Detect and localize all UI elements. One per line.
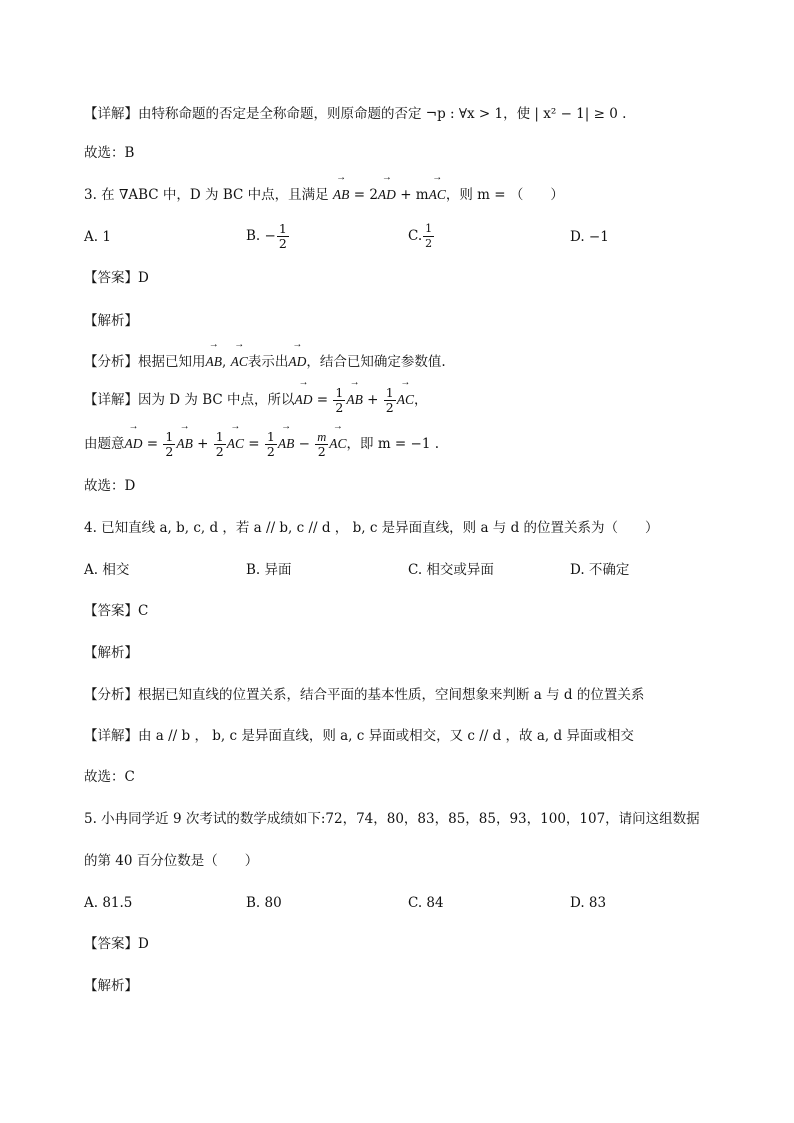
q3-vec-ac: → AC bbox=[429, 185, 446, 205]
q3-fenxi-pre: 【分析】根据已知用 bbox=[84, 354, 206, 370]
q4-option-b: B. 异面 bbox=[246, 562, 292, 578]
q3-vec-ab: → AB bbox=[333, 185, 350, 205]
vec-ab: → AB bbox=[278, 434, 295, 454]
q3-xiangjie2-post: ，即 m = −1 . bbox=[346, 436, 440, 452]
q2-choice-line: 故选：B bbox=[84, 145, 135, 161]
plus: + bbox=[362, 392, 383, 408]
q3-fenxi-vec-ad: → AD bbox=[288, 352, 306, 372]
frac-den: 2 bbox=[385, 400, 394, 415]
eq: = bbox=[243, 436, 264, 452]
q3-xiangjie-pre: 【详解】因为 D 为 BC 中点，所以 bbox=[84, 392, 295, 408]
frac-num: 1 bbox=[278, 221, 287, 236]
vec-ac: → AC bbox=[397, 390, 414, 410]
fraction-m-half bbox=[315, 430, 328, 459]
q5-option-a: A. 81.5 bbox=[84, 895, 133, 911]
fraction-half bbox=[333, 386, 345, 415]
q5-stem-line2: 的第 40 百分位数是（ ） bbox=[84, 853, 259, 869]
frac-num: 1 bbox=[385, 385, 394, 400]
frac-den: 2 bbox=[317, 444, 326, 459]
q3-choice-line: 故选：D bbox=[84, 478, 136, 494]
q3-option-d: D. −1 bbox=[570, 229, 609, 245]
frac-den: 2 bbox=[278, 236, 287, 251]
q5-stem-line1: 5. 小冉同学近 9 次考试的数学成绩如下:72，74，80，83，85，85，93，100，107，请问这组数据 bbox=[84, 811, 700, 827]
fraction-half bbox=[163, 430, 175, 459]
frac-den: 2 bbox=[266, 444, 275, 459]
q3-option-c-label: C. bbox=[408, 228, 423, 244]
minus: − bbox=[294, 436, 315, 452]
q4-option-a: A. 相交 bbox=[84, 562, 130, 578]
q5-option-c: C. 84 bbox=[408, 895, 444, 911]
q3-option-b-fraction bbox=[277, 222, 289, 251]
eq: = bbox=[312, 392, 333, 408]
fraction-half bbox=[214, 430, 226, 459]
q4-stem: 4. 已知直线 a, b, c, d ，若 a // b, c // d ， b, c 是异面直线，则 a 与 d 的位置关系为（ ） bbox=[84, 520, 659, 536]
q3-fenxi bbox=[84, 352, 446, 372]
comma-end: ， bbox=[413, 392, 428, 408]
q4-option-d: D. 不确定 bbox=[570, 562, 630, 578]
q4-choice-line: 故选：C bbox=[84, 769, 135, 785]
frac-den: 2 bbox=[165, 444, 174, 459]
fraction-half bbox=[265, 430, 277, 459]
q3-xiangjie-2 bbox=[84, 430, 439, 459]
q3-option-c bbox=[408, 222, 435, 251]
frac-num: 1 bbox=[425, 222, 433, 235]
frac-den: 2 bbox=[425, 237, 433, 250]
q5-answer: 【答案】D bbox=[84, 936, 149, 952]
q3-vec-ad: → AD bbox=[378, 185, 396, 205]
q3-xiangjie2-pre: 由题意 bbox=[84, 436, 125, 452]
q5-option-d: D. 83 bbox=[570, 895, 607, 911]
frac-num: 1 bbox=[215, 429, 224, 444]
q3-stem-prefix: 3. 在 ∇ABC 中，D 为 BC 中点，且满足 bbox=[84, 187, 333, 203]
q3-xiangjie-1 bbox=[84, 386, 427, 415]
q5-jiexi: 【解析】 bbox=[84, 978, 138, 994]
vec-ac: → AC bbox=[227, 434, 244, 454]
q4-jiexi: 【解析】 bbox=[84, 645, 138, 661]
q3-option-c-fraction bbox=[423, 222, 434, 251]
q3-option-a: A. 1 bbox=[84, 229, 111, 245]
q3-answer: 【答案】D bbox=[84, 270, 149, 286]
frac-den: 2 bbox=[335, 400, 344, 415]
vec-ad: → AD bbox=[125, 434, 143, 454]
q4-xiangjie: 【详解】由 a // b ， b, c 是异面直线，则 a, c 异面或相交，又 c // d ，故 a, d 异面或相交 bbox=[84, 728, 634, 744]
q5-option-b: B. 80 bbox=[246, 895, 282, 911]
q4-fenxi: 【分析】根据已知直线的位置关系，结合平面的基本性质，空间想象来判断 a 与 d 的位置关系 bbox=[84, 687, 645, 703]
vec-ad: → AD bbox=[295, 390, 313, 410]
frac-num: 1 bbox=[266, 429, 275, 444]
vec-ac: → AC bbox=[329, 434, 346, 454]
vec-ab: → AB bbox=[176, 434, 193, 454]
q3-stem bbox=[84, 185, 564, 205]
frac-num: m bbox=[317, 430, 327, 444]
q3-fenxi-comma: , bbox=[222, 354, 231, 370]
q2-detail-line: 【详解】由特称命题的否定是全称命题，则原命题的否定 ¬p : ∀x > 1，使 | x² − 1| ≥ 0 . bbox=[84, 106, 627, 122]
q3-option-b-label: B. − bbox=[246, 228, 276, 244]
eq: = bbox=[142, 436, 163, 452]
frac-num: 1 bbox=[335, 385, 344, 400]
fraction-half bbox=[384, 386, 396, 415]
q3-fenxi-vec-ab: → AB bbox=[206, 352, 223, 372]
q3-fenxi-vec-ac: → AC bbox=[231, 352, 248, 372]
q3-jiexi: 【解析】 bbox=[84, 313, 138, 329]
plus: + bbox=[192, 436, 213, 452]
q3-eq-plus: + m bbox=[395, 187, 429, 203]
frac-num: 1 bbox=[165, 429, 174, 444]
q4-option-c: C. 相交或异面 bbox=[408, 562, 494, 578]
q3-fenxi-post: ，结合已知确定参数值. bbox=[306, 354, 446, 370]
q3-eq-mid: = 2 bbox=[349, 187, 378, 203]
q3-stem-suffix: ，则 m = （ ） bbox=[445, 187, 564, 203]
q3-fenxi-mid: 表示出 bbox=[247, 354, 289, 370]
vec-ab: → AB bbox=[346, 390, 363, 410]
q4-answer: 【答案】C bbox=[84, 603, 149, 619]
q3-option-b bbox=[246, 222, 290, 251]
frac-den: 2 bbox=[215, 444, 224, 459]
